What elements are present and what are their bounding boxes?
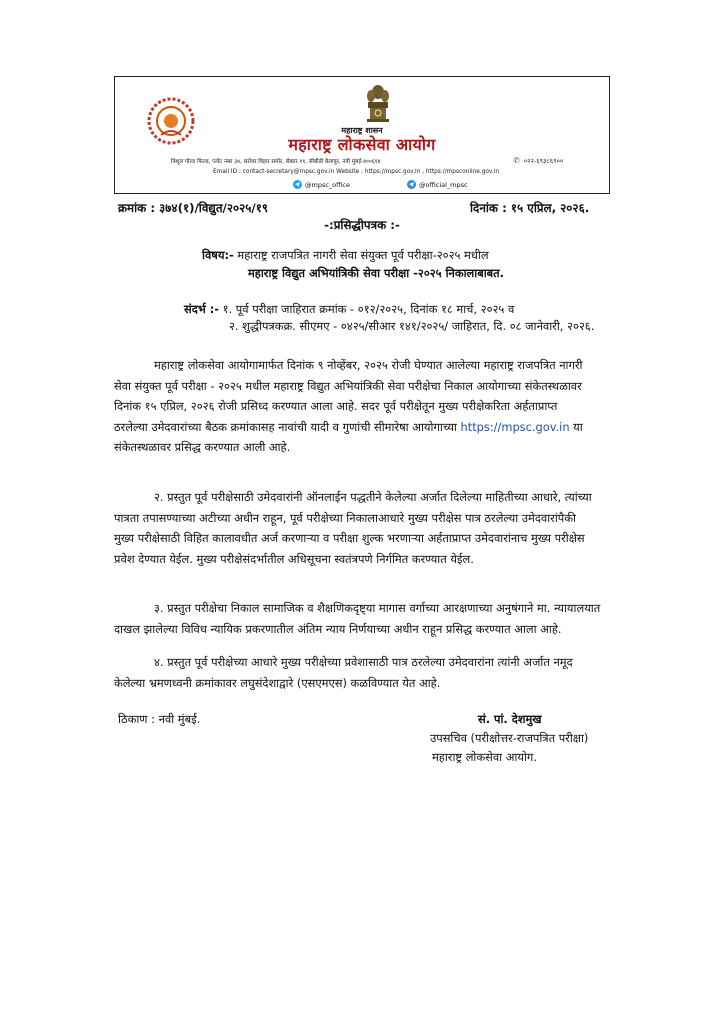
phone [513,156,563,165]
social-x [293,180,350,189]
letterhead [114,76,610,194]
subject-text-1: महाराष्ट्र राजपत्रित नागरी सेवा संयुक्त पूर्व परीक्षा-२०२५ मधील [233,248,489,262]
paragraph-line-text: ठरलेल्या उमेदवारांच्या बैठक क्रमांकासह नावांची यादी व गुणांची सीमारेषा आयोगाच्या [114,419,457,434]
social-telegram [407,180,468,189]
document-heading: -:प्रसिद्धीपत्रक :- [324,218,400,232]
phone-icon: ✆ [513,156,520,165]
email-website-line: Email ID : contact-secretary@mpsc.gov.in Website : https://mpsc.gov.in , https://mpsconline.gov.in [213,169,500,175]
paragraph-2 [114,487,614,569]
paragraph-line: सेवा संयुक्त पूर्व परीक्षा - २०२५ मधील महाराष्ट्र विद्युत अभियांत्रिकी सेवा परीक्षेचा निकाल आयोगाच्या संकेतस्थळावर [114,378,582,393]
signatory-name: सं. पां. देशमुख [478,712,542,726]
paragraph-line: संकेतस्थळावर प्रसिद्ध करण्यात आली आहे. [114,440,291,455]
reference-number: क्रमांक : ३७४(१)/विद्युत/२०२५/१९ [118,201,268,215]
national-emblem-icon [363,83,393,125]
paragraph-4 [114,652,614,693]
paragraph-line: ४. प्रस्तुत पूर्व परीक्षेच्या आधारे मुख्य परीक्षेच्या प्रवेशासाठी पात्र ठरलेल्या उमेदवारांना त्यांनी अर्जात नमूद [154,655,573,669]
paragraph-line: प्रवेश देण्यात येईल. मुख्य परीक्षेसंदर्भातील अधिसूचना स्वतंत्रपणे निर्गमित करण्यात येईल. [114,551,474,566]
reference-label: संदर्भ :- [184,302,220,316]
paragraph-line-tail: या [569,419,583,434]
subject-line-1 [202,248,489,262]
reference-line-1 [184,302,514,316]
paragraph-line: पात्रता तपासण्याच्या अटीच्या अधीन राहून, पूर्व परीक्षेच्या निकालाआधारे मुख्य परीक्षेस पात्र ठरलेल्या उमेदवारांपैकी [114,510,576,525]
paragraph-1 [114,355,614,458]
paragraph-line: महाराष्ट्र लोकसेवा आयोगामार्फत दिनांक ९ नोव्हेंबर, २०२५ रोजी घेण्यात आलेल्या महाराष्ट्र राजपत्रित नागरी [154,358,583,372]
signatory-organization: महाराष्ट्र लोकसेवा आयोग. [432,750,537,764]
paragraph-line: दाखल झालेल्या विविध न्यायिक प्रकरणातील अंतिम न्याय निर्णयाच्या अधीन राहून प्रसिद्ध करण्यात आला आहे. [114,621,562,636]
signatory-designation: उपसचिव (परीक्षोत्तर-राजपत्रित परीक्षा) [430,731,589,745]
social-x-handle: @mpsc_office [305,180,351,189]
paragraph-line: २. प्रस्तुत पूर्व परीक्षेसाठी उमेदवारांनी ऑनलाईन पद्धतीने केलेल्या अर्जात दिलेल्या माहितीच्या आधारे, त्यांच्या [154,490,592,504]
govt-label: महाराष्ट्र शासन [341,126,383,135]
paragraph-line-with-link [114,417,614,438]
commission-title: महाराष्ट्र लोकसेवा आयोग [288,135,436,154]
phone-number: ०२२-६९३८६९०० [523,157,564,165]
address: त्रिशूल गोल्ड फिल्ड, प्लॉट नंबर ३४, सरोवर विहार समोर, सेक्टर ११, सीबीडी बेलापूर, नवी मुंबई-४००६१४ [171,159,381,165]
twitter-icon [293,180,302,189]
paragraph-line: ३. प्रस्तुत परीक्षेचा निकाल सामाजिक व शैक्षणिकदृष्ट्या मागास वर्गाच्या आरक्षणाच्या अनुषंगाने मा. न्यायालयात [154,601,601,615]
document-date: दिनांक : १५ एप्रिल, २०२६. [470,201,590,215]
place: ठिकाण : नवी मुंबई. [118,712,201,726]
reference-text-1: १. पूर्व परीक्षा जाहिरात क्रमांक - ०१२/२०२५, दिनांक १८ मार्च, २०२५ व [219,302,515,316]
social-telegram-handle: @official_mpsc [419,180,468,189]
subject-line-2: महाराष्ट्र विद्युत अभियांत्रिकी सेवा परीक्षा -२०२५ निकालाबाबत. [248,266,504,280]
reference-line-2: २. शुद्धीपत्रकक्र. सीएमए - ०४२५/सीआर १४१/२०२५/ जाहिरात, दि. ०८ जानेवारी, २०२६. [229,319,595,333]
subject-label: विषय:- [202,248,234,262]
paragraph-line: दिनांक १५ एप्रिल, २०२६ रोजी प्रसिध्द करण्यात आला आहे. सदर पूर्व परीक्षेतून मुख्य परीक्षेकरिता अर्हताप्राप्त [114,399,558,414]
paragraph-3 [114,598,614,639]
paragraph-line: केलेल्या भ्रमणध्वनी क्रमांकावर लघुसंदेशाद्वारे (एसएमएस) कळविण्यात येत आहे. [114,675,441,690]
telegram-icon [407,180,416,189]
paragraph-line: मुख्य परीक्षेसाठी विहित कालावधीत अर्ज करणाऱ्या व परीक्षा शुल्क भरणाऱ्या अर्हताप्राप्त उमेदवारांनाच मुख्य परीक्षेस [114,531,585,546]
website-link[interactable]: https://mpsc.gov.in [460,419,570,434]
